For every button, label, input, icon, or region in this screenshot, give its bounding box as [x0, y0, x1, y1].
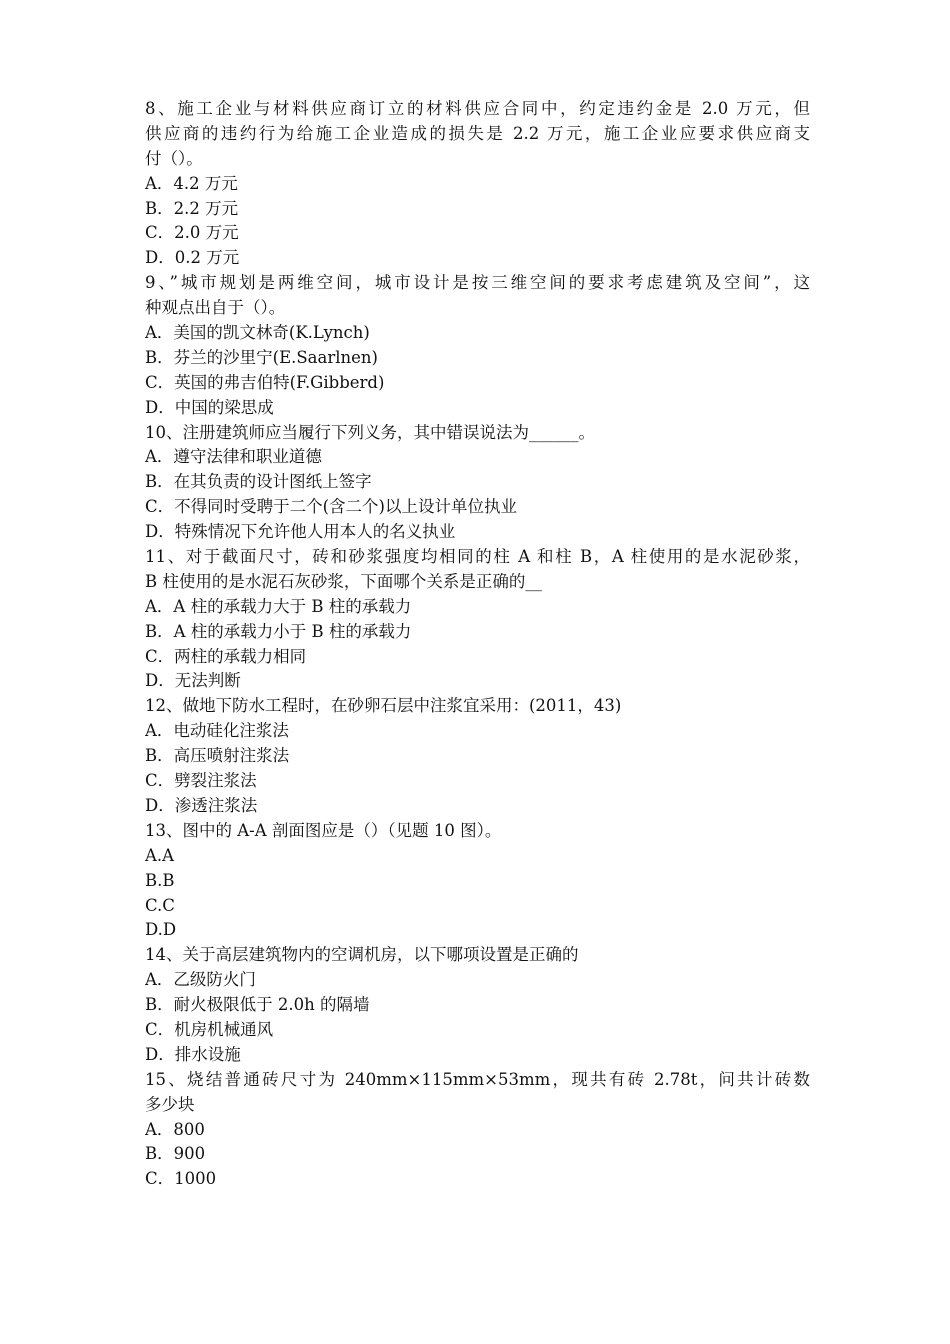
question-13	[145, 819, 810, 943]
question-stem-line: 8、施工企业与材料供应商订立的材料供应合同中，约定违约金是 2.0 万元，但	[145, 99, 810, 118]
option-c: C．不得同时受聘于二个(含二个)以上设计单位执业	[145, 497, 517, 517]
option-a: A．美国的凯文林奇(K.Lynch)	[145, 323, 370, 343]
option-a: A．遵守法律和职业道德	[145, 447, 322, 467]
option-a: A．乙级防火门	[145, 970, 256, 990]
question-stem-line: 付（）。	[145, 148, 203, 168]
question-stem-line: 14、关于高层建筑物内的空调机房，以下哪项设置是正确的	[145, 945, 579, 965]
option-d: D．无法判断	[145, 671, 241, 691]
option-b: B．900	[145, 1144, 206, 1164]
question-stem-line: 种观点出自于（）。	[145, 298, 286, 318]
option-b: B．高压喷射注浆法	[145, 746, 290, 766]
question-10	[145, 421, 810, 545]
question-stem-line: 9、”城市规划是两维空间，城市设计是按三维空间的要求考虑建筑及空间”，这	[145, 273, 810, 293]
option-c: C．劈裂注浆法	[145, 771, 257, 791]
question-14	[145, 943, 810, 1067]
option-c: C．机房机械通风	[145, 1019, 274, 1039]
question-stem-line: 供应商的违约行为给施工企业造成的损失是 2.2 万元，施工企业应要求供应商支	[145, 123, 810, 143]
question-9	[145, 271, 810, 420]
option-c: C．英国的弗吉伯特(F.Gibberd)	[145, 372, 385, 392]
option-c: C．两柱的承载力相同	[145, 646, 307, 666]
question-stem-line: 12、做地下防水工程时，在砂卵石层中注浆宜采用：(2011，43)	[145, 696, 622, 716]
option-b: B．2.2 万元	[145, 198, 239, 218]
question-8	[145, 97, 810, 271]
option-d: D．渗透注浆法	[145, 795, 258, 815]
option-d: D.D	[145, 920, 177, 940]
question-stem-line: 15、烧结普通砖尺寸为 240mm×115mm×53mm，现共有砖 2.78t，问共计砖数	[145, 1069, 810, 1089]
question-stem-line: 11、对于截面尺寸，砖和砂浆强度均相同的柱 A 和柱 B，A 柱使用的是水泥砂浆，	[145, 547, 810, 567]
question-list	[145, 97, 810, 1192]
question-stem-line: 多少块	[145, 1094, 195, 1114]
question-stem-line: B 柱使用的是水泥石灰砂浆，下面哪个关系是正确的__	[145, 571, 542, 591]
option-b: B.B	[145, 870, 175, 890]
option-a: A.A	[145, 845, 175, 865]
option-b: B．耐火极限低于 2.0h 的隔墙	[145, 995, 370, 1015]
option-b: B．在其负责的设计图纸上签字	[145, 472, 372, 492]
option-a: A．4.2 万元	[145, 173, 238, 193]
question-stem-line: 10、注册建筑师应当履行下列义务，其中错误说法为______。	[145, 422, 595, 442]
question-15	[145, 1068, 810, 1192]
question-stem-line: 13、图中的 A-A 剖面图应是（）（见题 10 图）。	[145, 820, 502, 840]
option-a: A．800	[145, 1119, 205, 1139]
option-a: A．A 柱的承载力大于 B 柱的承载力	[145, 596, 412, 616]
option-d: D．特殊情况下允许他人用本人的名义执业	[145, 522, 456, 542]
question-11	[145, 545, 810, 694]
option-a: A．电动硅化注浆法	[145, 721, 289, 741]
option-c: C．2.0 万元	[145, 223, 239, 243]
option-c: C．1000	[145, 1169, 217, 1189]
option-b: B．芬兰的沙里宁(E.Saarlnen)	[145, 347, 378, 367]
option-d: D．中国的梁思成	[145, 397, 274, 417]
option-d: D．0.2 万元	[145, 248, 240, 268]
option-d: D．排水设施	[145, 1044, 241, 1064]
option-c: C.C	[145, 895, 175, 915]
question-12	[145, 694, 810, 818]
option-b: B．A 柱的承载力小于 B 柱的承载力	[145, 621, 412, 641]
